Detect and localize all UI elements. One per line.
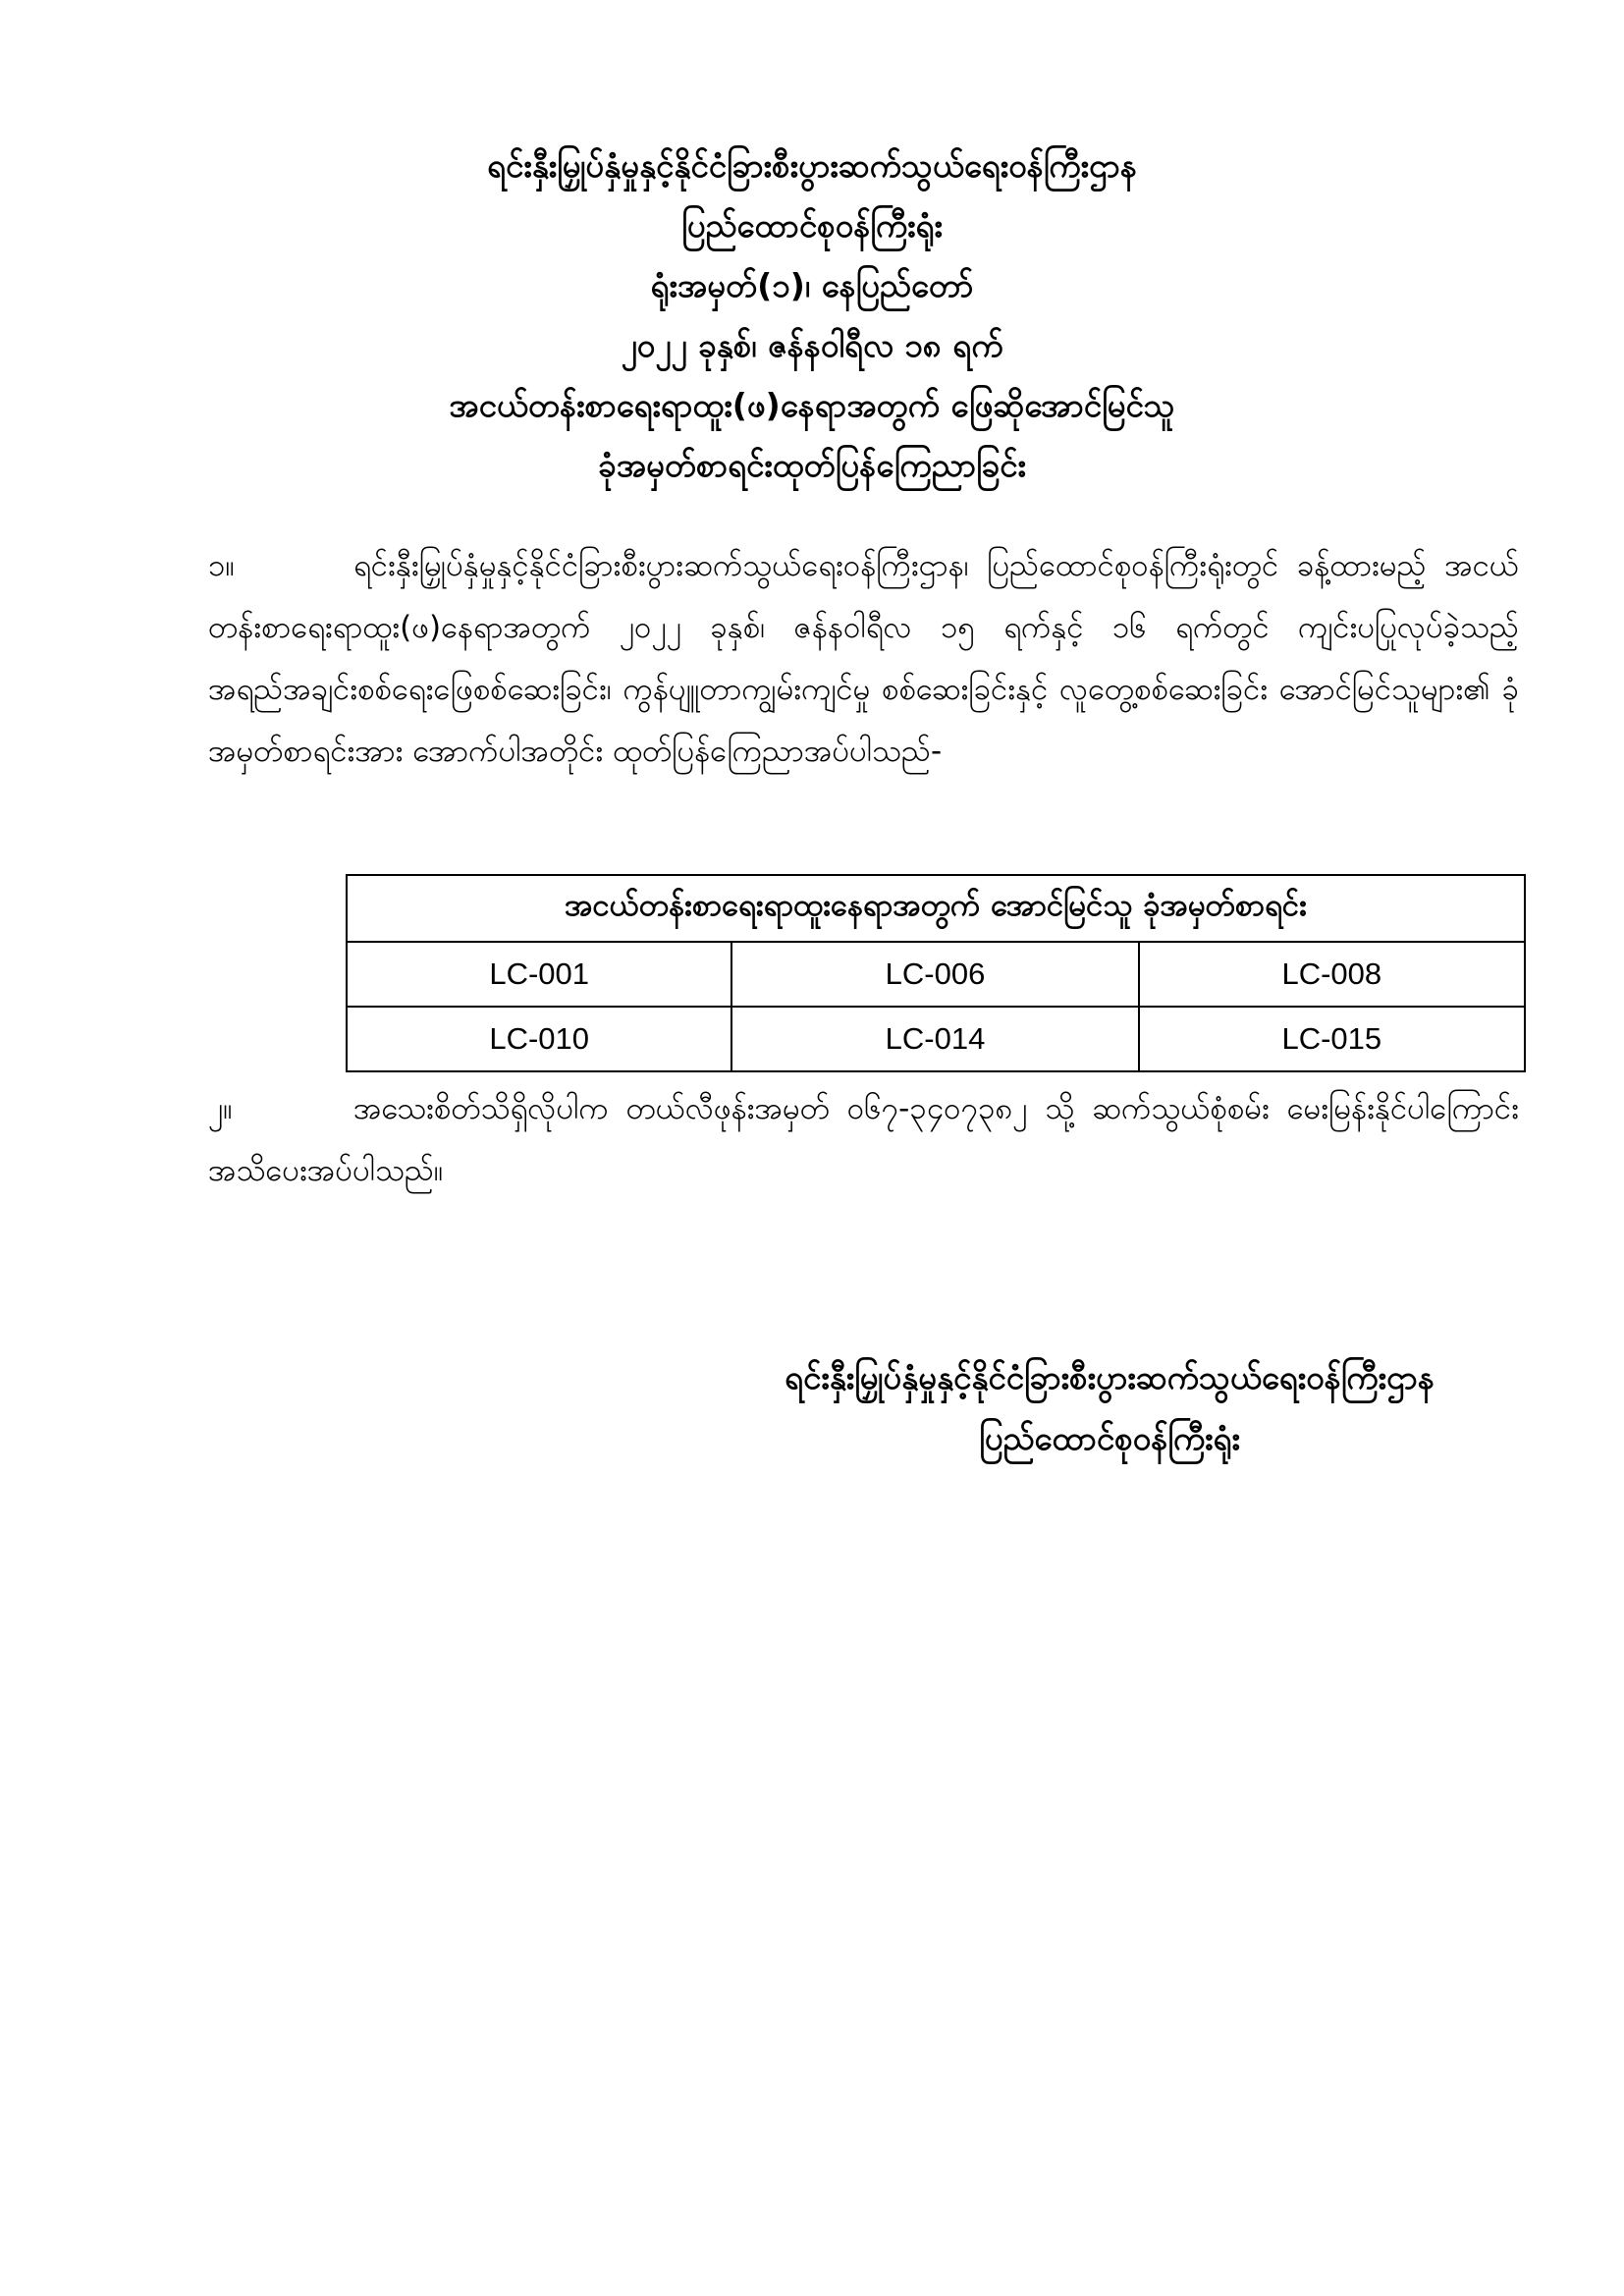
office-location: ရုံးအမှတ်(၁)၊ နေပြည်တော် — [650, 266, 974, 304]
paragraph-1-number: ၁။ — [208, 548, 235, 583]
signature-ministry: ရင်းနှီးမြှုပ်နှံမှုနှင့်နိုင်ငံခြားစီးပွားဆက်သွယ်ရေးဝန်ကြီးဌာန — [785, 1358, 1435, 1396]
paragraph-2-text: အသေးစိတ်သိရှိလိုပါက တယ်လီဖုန်းအမှတ် ၀၆၇-၃၄၀၇၃၈၂ သို့ ဆက်သွယ်စုံစမ်း မေးမြန်းနိုင်ပါကြောင်း အသိပေးအပ်ပါသည်။ — [208, 1091, 1519, 1188]
table-row — [347, 942, 1525, 1007]
document-title: အငယ်တန်းစာရေးရာထူး(ဖ)နေရာအတွက် ဖြေဆိုအောင်မြင်သူ — [449, 386, 1175, 424]
paragraph-1-text: ရင်းနှီးမြှုပ်နှံမှုနှင့်နိုင်ငံခြားစီးပွားဆက်သွယ်ရေးဝန်ကြီးဌာန၊ ပြည်ထောင်စုဝန်ကြီးရုံးတွင် ခန့်ထားမည့် အငယ်တန်းစာရေးရာထူး(ဖ)နေရာအတွက် ၂၀၂၂ ခုနှစ်၊ ဇန်နဝါရီလ ၁၅ ရက်နှင့် ၁၆ ရက်တွင် ကျင်းပပြုလုပ်ခဲ့သည့် အရည်အချင်းစစ်ရေးဖြေစစ်ဆေးခြင်း၊ ကွန်ပျူတာကျွမ်းကျင်မှု စစ်ဆေးခြင်းနှင့် လူတွေ့စစ်ဆေးခြင်း အောင်မြင်သူများ၏ ခုံအမှတ်စာရင်းအား အောက်ပါအတိုင်း ထုတ်ပြန်ကြေညာအပ်ပါသည်- — [208, 548, 1519, 769]
office-name: ပြည်ထောင်စုဝန်ကြီးရုံး — [681, 206, 943, 245]
paragraph-1 — [208, 535, 1519, 783]
document-subtitle: ခုံအမှတ်စာရင်းထုတ်ပြန်ကြေညာခြင်း — [598, 446, 1026, 484]
seat-number-cell: LC-010 — [347, 1007, 731, 1071]
paragraph-2-number: ၂။ — [208, 1091, 233, 1126]
seat-number-cell: LC-006 — [731, 942, 1138, 1007]
signature-block — [589, 1347, 1624, 1469]
ministry-name: ရင်းနှီးမြှုပ်နှံမှုနှင့်နိုင်ငံခြားစီးပွားဆက်သွယ်ရေးဝန်ကြီးဌာန — [487, 146, 1137, 185]
seat-number-cell: LC-008 — [1139, 942, 1525, 1007]
document-header — [0, 136, 1624, 495]
passed-candidates-table — [346, 874, 1526, 1072]
table-row — [347, 1007, 1525, 1071]
signature-office: ပြည်ထောင်စုဝန်ကြီးရုံး — [979, 1419, 1240, 1457]
seat-number-cell: LC-015 — [1139, 1007, 1525, 1071]
paragraph-2 — [208, 1078, 1519, 1202]
seat-number-cell: LC-001 — [347, 942, 731, 1007]
table-title: အငယ်တန်းစာရေးရာထူးနေရာအတွက် အောင်မြင်သူ ခုံအမှတ်စာရင်း — [347, 875, 1525, 942]
document-date: ၂၀၂၂ ခုနှစ်၊ ဇန်နဝါရီလ ၁၈ ရက် — [621, 326, 1003, 364]
seat-number-cell: LC-014 — [731, 1007, 1138, 1071]
